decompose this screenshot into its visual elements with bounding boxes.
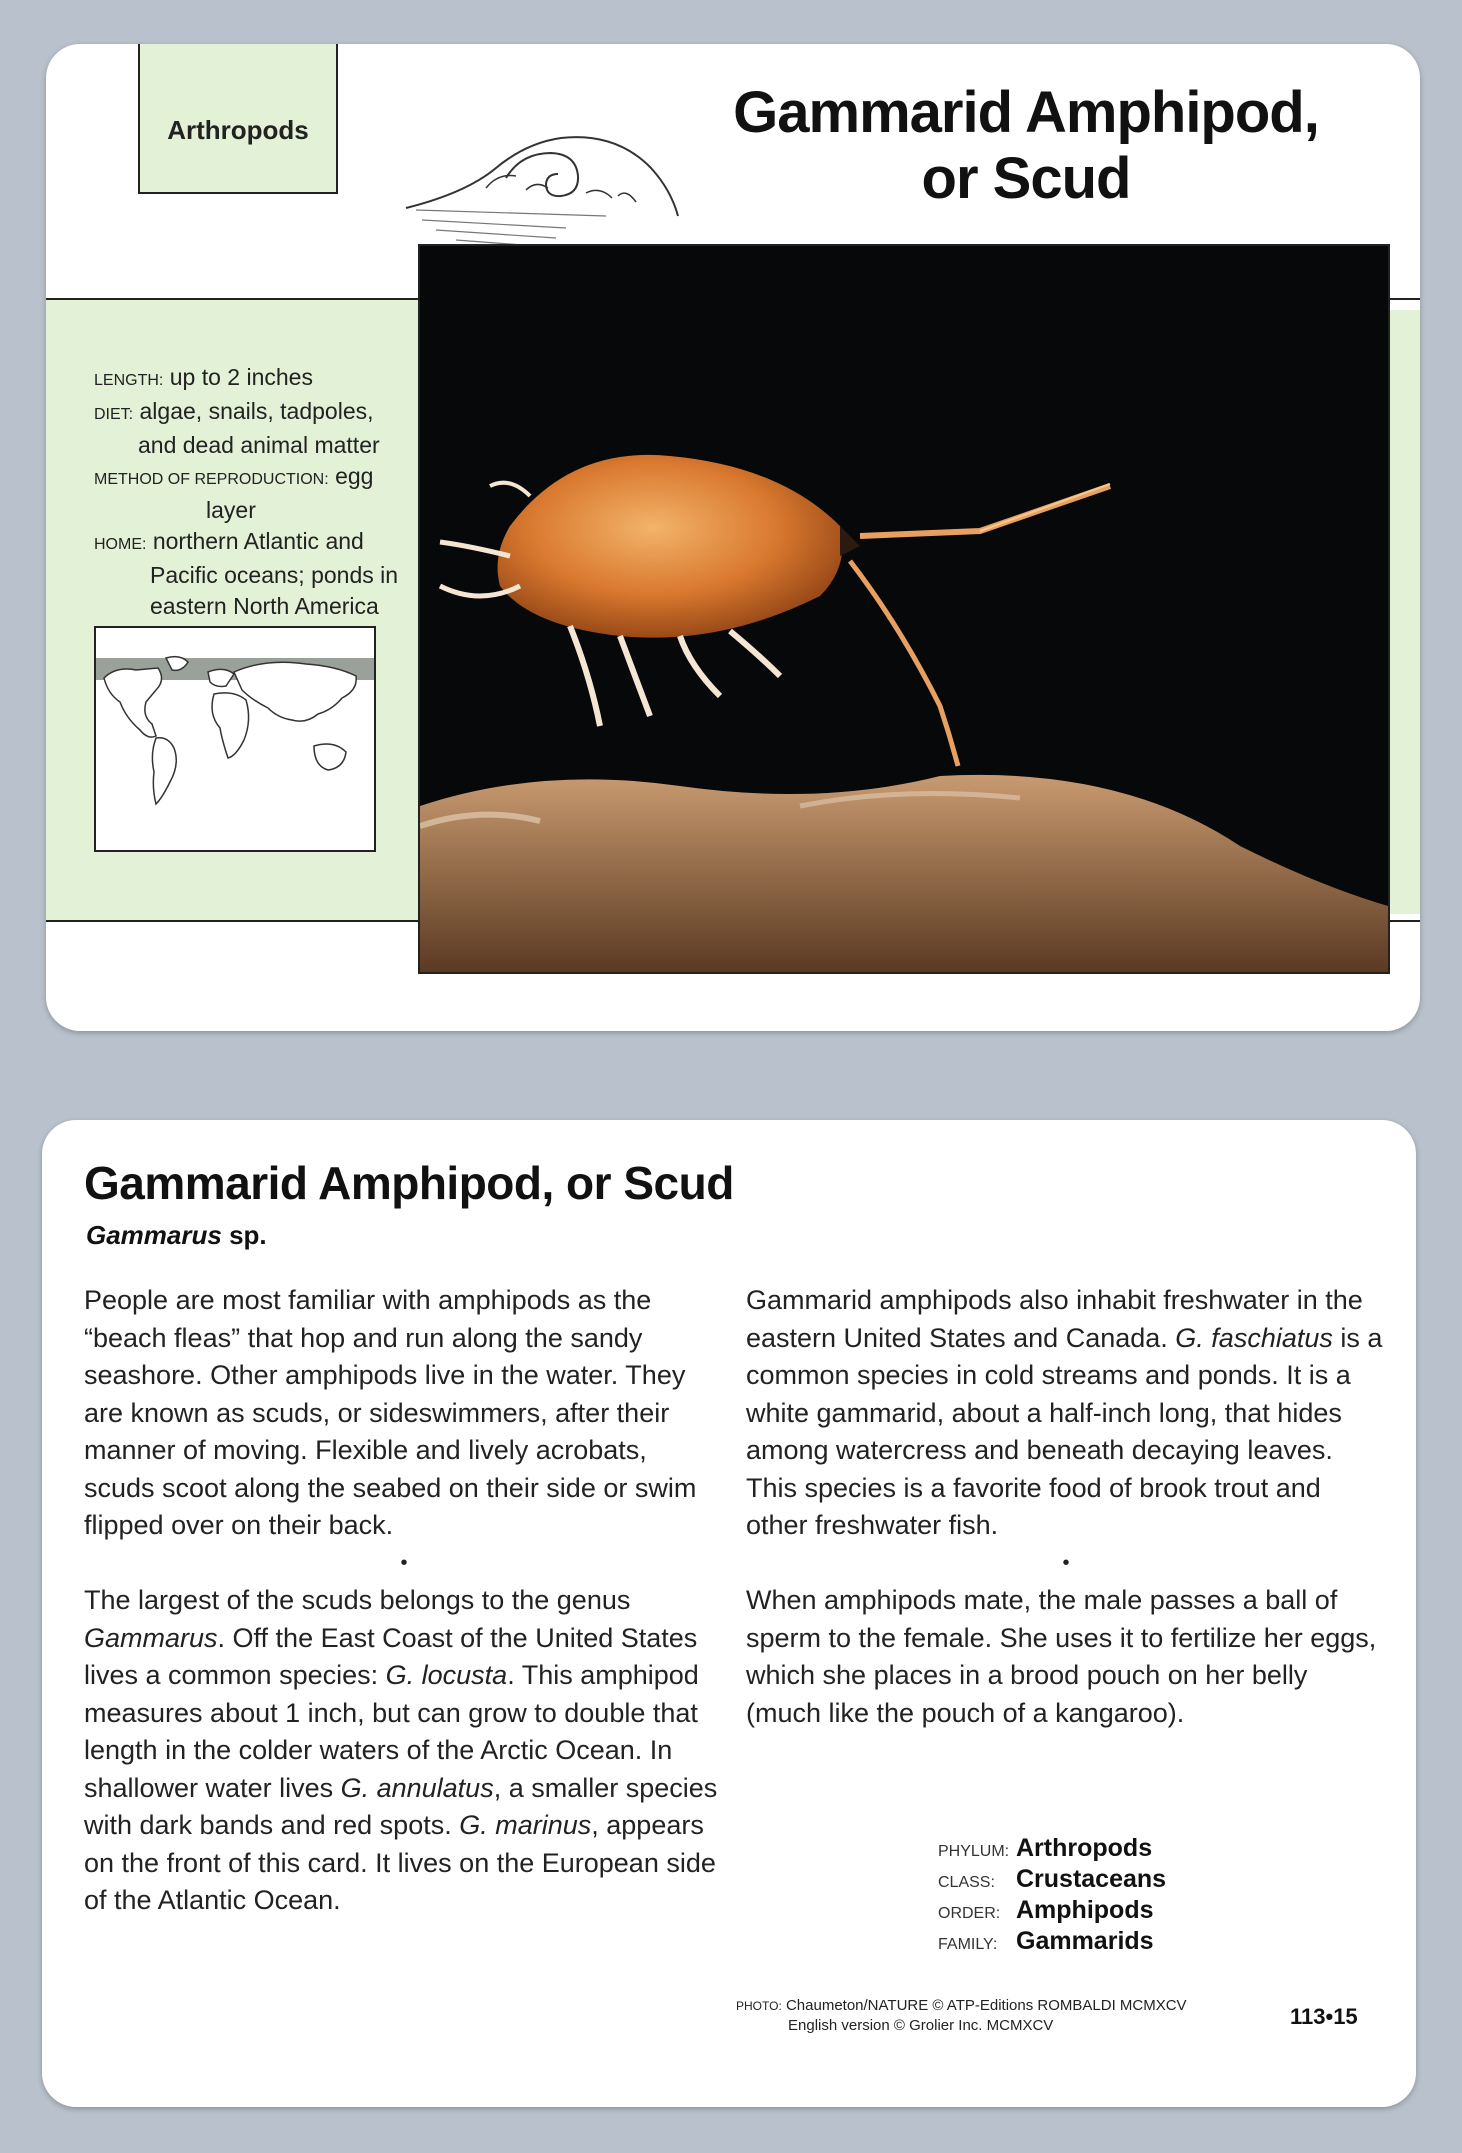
category-box xyxy=(138,44,338,194)
taxonomy-row: ORDER: Amphipods xyxy=(938,1896,1154,1924)
fact-length: LENGTH: up to 2 inches xyxy=(94,364,313,390)
category-label: Arthropods xyxy=(167,114,309,145)
range-map xyxy=(94,626,376,852)
separator-dot: • xyxy=(400,1551,408,1574)
fact-reproduction: METHOD OF REPRODUCTION: egg xyxy=(94,463,374,489)
fact-diet: DIET: algae, snails, tadpoles, xyxy=(94,398,374,424)
paragraph: The largest of the scuds belongs to the genus Gammarus. Off the East Coast of the United States lives a common species: G. locusta. This amphipod measures about 1 inch, but can grow to double that length in the colder waters of the Arctic Ocean. In shallower water lives G. annulatus, a smaller species with dark bands and red spots. G. marinus, appears on the front of this card. It lives on the European side of the Atlantic Ocean. xyxy=(84,1585,718,1915)
paragraph: People are most familiar with amphipods as the “beach fleas” that hop and run along the sandy seashore. Other amphipods live in the water. They are known as scuds, or sideswimmers, after their manner of moving. Flexible and lively acrobats, scuds scoot along the seabed on their side or swim flipped over on their back. xyxy=(84,1285,697,1540)
fact-list: LENGTH: up to 2 inches DIET: algae, snails, tadpoles, and dead animal matter METHOD OF REPRODUCTION: egg layer HOME: northern Atlantic and Pacific oceans; ponds in eastern North America xyxy=(94,362,414,622)
card-number: 113•15 xyxy=(1290,2004,1358,2029)
taxonomy-row: PHYLUM: Arthropods xyxy=(938,1834,1153,1862)
amphipod-image xyxy=(420,246,1388,972)
taxonomy-row: CLASS: Crustaceans xyxy=(938,1865,1167,1893)
back-title: Gammarid Amphipod, or Scud xyxy=(84,1157,734,1209)
front-card xyxy=(46,44,1420,1031)
world-map-icon xyxy=(96,628,374,850)
front-title: Gammarid Amphipod, or Scud xyxy=(733,80,1319,211)
separator-dot: • xyxy=(1062,1551,1070,1574)
text-column-left xyxy=(84,1282,724,1920)
photo-credit: PHOTO: Chaumeton/NATURE © ATP-Editions ROMBALDI MCMXCV English version © Grolier Inc. MCMXCV xyxy=(736,1997,1187,2034)
wave-icon xyxy=(386,98,706,258)
text-column-right xyxy=(746,1282,1386,1732)
back-card xyxy=(42,1120,1416,2107)
accent-strip xyxy=(1386,310,1420,914)
paragraph: Gammarid amphipods also inhabit freshwater in the eastern United States and Canada. G. faschiatus is a common species in cold streams and ponds. It is a white gammarid, about a half-inch long, that hides among watercress and beneath decaying leaves. This species is a favorite food of brook trout and other freshwater fish. xyxy=(746,1285,1383,1540)
taxonomy-table xyxy=(938,1834,1166,1958)
taxonomy-row: FAMILY: Gammarids xyxy=(938,1927,1154,1955)
fact-home: HOME: northern Atlantic and xyxy=(94,528,364,554)
paragraph: When amphipods mate, the male passes a ball of sperm to the female. She uses it to fertilize her eggs, which she places in a brood pouch on her belly (much like the pouch of a kangaroo). xyxy=(746,1585,1377,1728)
scientific-name: Gammarus sp. xyxy=(86,1220,267,1250)
amphipod-photo xyxy=(418,244,1390,974)
